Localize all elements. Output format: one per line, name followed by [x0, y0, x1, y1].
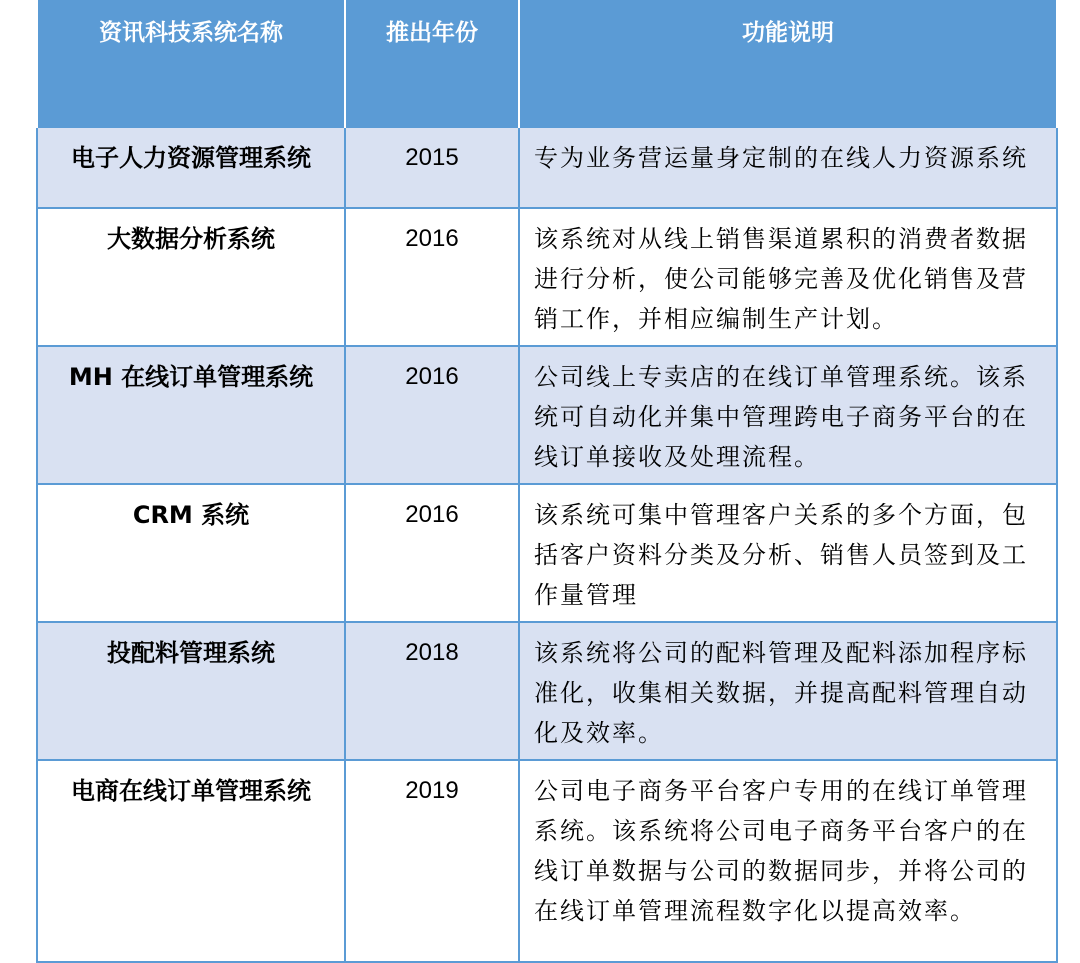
table-row: [37, 484, 1057, 622]
launch-year: 2016: [345, 484, 519, 622]
launch-year: 2015: [345, 127, 519, 208]
system-name: 投配料管理系统: [37, 622, 345, 760]
table-header-row: [37, 0, 1057, 127]
launch-year: 2018: [345, 622, 519, 760]
table-row: [37, 622, 1057, 760]
header-system-name: 资讯科技系统名称: [37, 0, 345, 127]
launch-year: 2016: [345, 208, 519, 346]
table-row: [37, 760, 1057, 962]
header-launch-year: 推出年份: [345, 0, 519, 127]
table-row: [37, 127, 1057, 208]
launch-year: 2019: [345, 760, 519, 962]
system-description: 公司电子商务平台客户专用的在线订单管理系统。该系统将公司电子商务平台客户的在线订单数据与公司的数据同步，并将公司的在线订单管理流程数字化以提高效率。: [519, 760, 1057, 962]
system-name: CRM 系统: [37, 484, 345, 622]
system-description: 该系统将公司的配料管理及配料添加程序标准化，收集相关数据，并提高配料管理自动化及效率。: [519, 622, 1057, 760]
launch-year: 2016: [345, 346, 519, 484]
system-name: MH 在线订单管理系统: [37, 346, 345, 484]
system-name: 大数据分析系统: [37, 208, 345, 346]
system-description: 公司线上专卖店的在线订单管理系统。该系统可自动化并集中管理跨电子商务平台的在线订单接收及处理流程。: [519, 346, 1057, 484]
system-name: 电子人力资源管理系统: [37, 127, 345, 208]
table-row: [37, 346, 1057, 484]
system-description: 该系统对从线上销售渠道累积的消费者数据进行分析，使公司能够完善及优化销售及营销工作，并相应编制生产计划。: [519, 208, 1057, 346]
header-description: 功能说明: [519, 0, 1057, 127]
system-description: 专为业务营运量身定制的在线人力资源系统: [519, 127, 1057, 208]
system-name: 电商在线订单管理系统: [37, 760, 345, 962]
it-systems-table: [36, 0, 1058, 963]
table-row: [37, 208, 1057, 346]
system-description: 该系统可集中管理客户关系的多个方面，包括客户资料分类及分析、销售人员签到及工作量管理: [519, 484, 1057, 622]
